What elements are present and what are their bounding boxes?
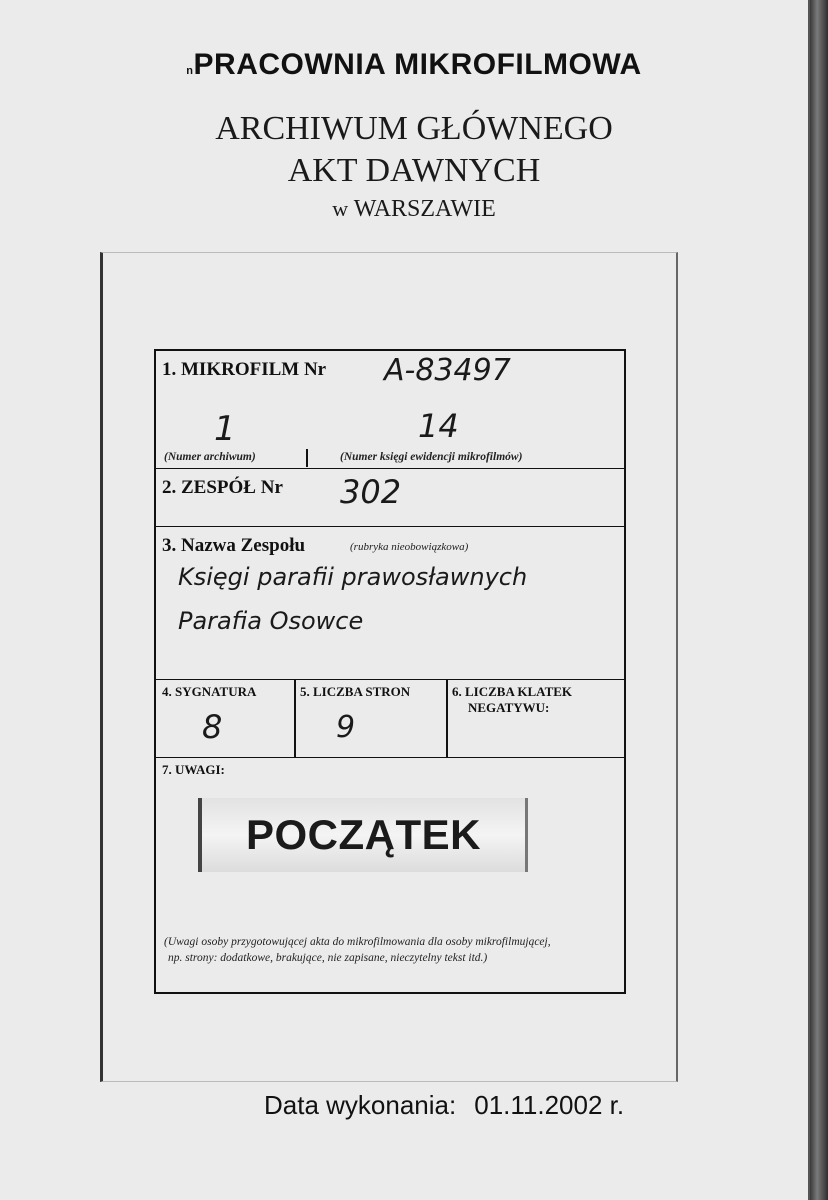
archive-city bbox=[0, 196, 828, 223]
microfilm-form bbox=[154, 349, 626, 994]
lab-title-text: PRACOWNIA MIKROFILMOWA bbox=[193, 48, 642, 81]
fond-name-label: 3. Nazwa Zespołu bbox=[162, 535, 306, 556]
remarks-note-line1: (Uwagi osoby przygotowującej akta do mikrofilmowania dla osoby mikrofilmującej, bbox=[164, 936, 551, 948]
microfilm-label: 1. MIKROFILM Nr bbox=[162, 359, 327, 380]
fond-number: 302 bbox=[340, 473, 402, 511]
fond-name-line1: Księgi parafii prawosławnych bbox=[178, 563, 528, 591]
execution-date bbox=[264, 1090, 624, 1121]
fond-name-line2: Parafia Osowce bbox=[178, 607, 364, 635]
archive-number-value: 1 bbox=[214, 409, 236, 449]
date-label: Data wykonania: bbox=[264, 1090, 457, 1120]
caption-divider bbox=[306, 449, 308, 467]
start-stamp bbox=[198, 798, 528, 872]
register-number-caption: (Numer księgi ewidencji mikrofilmów) bbox=[340, 451, 523, 463]
lab-title-prefix: n bbox=[186, 65, 194, 77]
archive-name-line2: AKT DAWNYCH bbox=[287, 152, 541, 189]
pages-label: 5. LICZBA STRON bbox=[300, 684, 411, 699]
frames-label-line1: 6. LICZBA KLATEK bbox=[452, 684, 573, 699]
archive-name-line1: ARCHIWUM GŁÓWNEGO bbox=[215, 110, 613, 147]
form-row-remarks bbox=[156, 758, 624, 992]
fond-label: 2. ZESPÓŁ Nr bbox=[162, 477, 283, 498]
date-value: 01.11.2002 r. bbox=[474, 1090, 625, 1120]
archive-number-caption: (Numer archiwum) bbox=[164, 451, 256, 463]
form-row-fond bbox=[156, 469, 624, 527]
form-row-counts bbox=[156, 680, 624, 758]
fond-name-note: (rubryka nieobowiązkowa) bbox=[350, 541, 469, 553]
city-name: WARSZAWIE bbox=[353, 196, 496, 222]
microfilm-number: A-83497 bbox=[384, 353, 511, 388]
lab-title bbox=[0, 48, 828, 82]
register-number-value: 14 bbox=[418, 407, 459, 445]
remarks-label: 7. UWAGI: bbox=[162, 762, 225, 777]
city-prefix: w bbox=[332, 196, 349, 221]
remarks-note bbox=[164, 934, 624, 966]
signature-value: 8 bbox=[202, 708, 223, 746]
pages-value: 9 bbox=[336, 710, 356, 745]
film-edge bbox=[810, 0, 828, 1200]
form-row-fond-name bbox=[156, 527, 624, 680]
start-stamp-text: POCZĄTEK bbox=[246, 811, 481, 858]
counts-divider-2 bbox=[446, 680, 448, 758]
remarks-note-line2: np. strony: dodatkowe, brakujące, nie zapisane, nieczytelny tekst itd.) bbox=[168, 952, 488, 964]
signature-label: 4. SYGNATURA bbox=[162, 684, 257, 699]
counts-divider-1 bbox=[294, 680, 296, 758]
form-row-microfilm bbox=[156, 351, 624, 469]
frames-label-line2: NEGATYWU: bbox=[468, 700, 550, 715]
